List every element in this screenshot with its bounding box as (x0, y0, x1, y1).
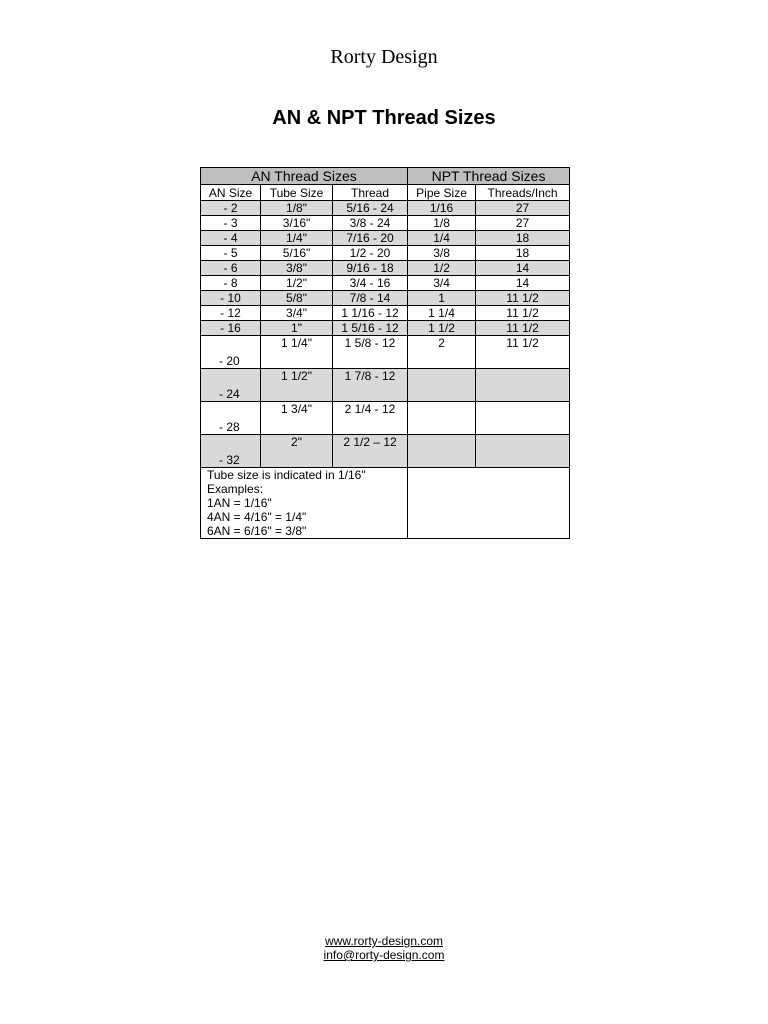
table-row (201, 246, 570, 261)
notes-line: 1AN = 1/16" (207, 496, 272, 510)
an-size-cell: - 28 (201, 402, 261, 435)
tube-size-cell: 3/16" (261, 216, 333, 231)
thread-cell: 2 1/4 - 12 (333, 402, 408, 435)
column-header-pipe-size: Pipe Size (408, 185, 476, 201)
empty-notes-cell (408, 468, 570, 539)
pipe-size-cell: 1 1/4 (408, 306, 476, 321)
thread-cell: 1 5/16 - 12 (333, 321, 408, 336)
threads-per-inch-cell: 11 1/2 (476, 336, 570, 369)
pipe-size-cell: 1 1/2 (408, 321, 476, 336)
an-size-cell: - 16 (201, 321, 261, 336)
thread-cell: 7/8 - 14 (333, 291, 408, 306)
tube-size-cell: 3/8" (261, 261, 333, 276)
table-row (201, 435, 570, 468)
tube-size-cell: 2" (261, 435, 333, 468)
pipe-size-cell: 1/8 (408, 216, 476, 231)
tube-size-cell: 1/2" (261, 276, 333, 291)
brand-name: Rorty Design (330, 46, 438, 68)
threads-per-inch-cell: 27 (476, 201, 570, 216)
an-size-cell: - 8 (201, 276, 261, 291)
an-size-cell: - 20 (201, 336, 261, 369)
tube-size-cell: 5/16" (261, 246, 333, 261)
tube-size-notes (201, 468, 408, 539)
table-row (201, 321, 570, 336)
table-row (201, 276, 570, 291)
email-link[interactable]: info@rorty-design.com (323, 948, 445, 962)
tube-size-cell: 1/8" (261, 201, 333, 216)
table-row (201, 369, 570, 402)
tube-size-cell: 3/4" (261, 306, 333, 321)
tube-size-cell: 1 1/2" (261, 369, 333, 402)
an-group-header: AN Thread Sizes (201, 168, 408, 185)
threads-per-inch-cell: 18 (476, 246, 570, 261)
an-size-cell: - 12 (201, 306, 261, 321)
thread-cell: 2 1/2 – 12 (333, 435, 408, 468)
pipe-size-cell (408, 369, 476, 402)
pipe-size-cell: 1 (408, 291, 476, 306)
an-size-cell: - 3 (201, 216, 261, 231)
notes-line: 4AN = 4/16" = 1/4" (207, 510, 307, 524)
thread-cell: 1/2 - 20 (333, 246, 408, 261)
thread-size-table (200, 167, 570, 539)
thread-cell: 1 7/8 - 12 (333, 369, 408, 402)
tube-size-cell: 5/8" (261, 291, 333, 306)
an-size-cell: - 24 (201, 369, 261, 402)
pipe-size-cell (408, 435, 476, 468)
table-row (201, 231, 570, 246)
table-row (201, 291, 570, 306)
thread-cell: 7/16 - 20 (333, 231, 408, 246)
threads-per-inch-cell: 11 1/2 (476, 306, 570, 321)
threads-per-inch-cell: 27 (476, 216, 570, 231)
pipe-size-cell: 1/4 (408, 231, 476, 246)
notes-line: Tube size is indicated in 1/16" (207, 468, 366, 482)
column-header-an-size: AN Size (201, 185, 261, 201)
threads-per-inch-cell: 11 1/2 (476, 291, 570, 306)
an-size-cell: - 10 (201, 291, 261, 306)
pipe-size-cell (408, 402, 476, 435)
npt-group-header: NPT Thread Sizes (408, 168, 570, 185)
column-header-threads-per-inch: Threads/Inch (476, 185, 570, 201)
threads-per-inch-cell: 14 (476, 276, 570, 291)
thread-cell: 9/16 - 18 (333, 261, 408, 276)
an-size-cell: - 4 (201, 231, 261, 246)
column-header-thread: Thread (333, 185, 408, 201)
pipe-size-cell: 1/16 (408, 201, 476, 216)
pipe-size-cell: 3/4 (408, 276, 476, 291)
thread-cell: 1 5/8 - 12 (333, 336, 408, 369)
pipe-size-cell: 1/2 (408, 261, 476, 276)
table-row (201, 402, 570, 435)
column-header-tube-size: Tube Size (261, 185, 333, 201)
table-row (201, 216, 570, 231)
threads-per-inch-cell: 11 1/2 (476, 321, 570, 336)
threads-per-inch-cell (476, 435, 570, 468)
pipe-size-cell: 3/8 (408, 246, 476, 261)
notes-line: 6AN = 6/16" = 3/8" (207, 524, 307, 538)
tube-size-cell: 1 1/4" (261, 336, 333, 369)
thread-cell: 1 1/16 - 12 (333, 306, 408, 321)
threads-per-inch-cell (476, 402, 570, 435)
table-row (201, 201, 570, 216)
table-row (201, 306, 570, 321)
notes-row (201, 468, 570, 539)
table-row (201, 336, 570, 369)
tube-size-cell: 1/4" (261, 231, 333, 246)
pipe-size-cell: 2 (408, 336, 476, 369)
tube-size-cell: 1" (261, 321, 333, 336)
an-size-cell: - 32 (201, 435, 261, 468)
threads-per-inch-cell: 18 (476, 231, 570, 246)
an-size-cell: - 2 (201, 201, 261, 216)
thread-cell: 3/4 - 16 (333, 276, 408, 291)
page-title: AN & NPT Thread Sizes (272, 107, 496, 129)
threads-per-inch-cell (476, 369, 570, 402)
thread-cell: 3/8 - 24 (333, 216, 408, 231)
table-row (201, 261, 570, 276)
an-size-cell: - 5 (201, 246, 261, 261)
tube-size-cell: 1 3/4" (261, 402, 333, 435)
an-size-cell: - 6 (201, 261, 261, 276)
notes-line: Examples: (207, 482, 264, 496)
thread-cell: 5/16 - 24 (333, 201, 408, 216)
threads-per-inch-cell: 14 (476, 261, 570, 276)
website-link[interactable]: www.rorty-design.com (324, 934, 444, 948)
